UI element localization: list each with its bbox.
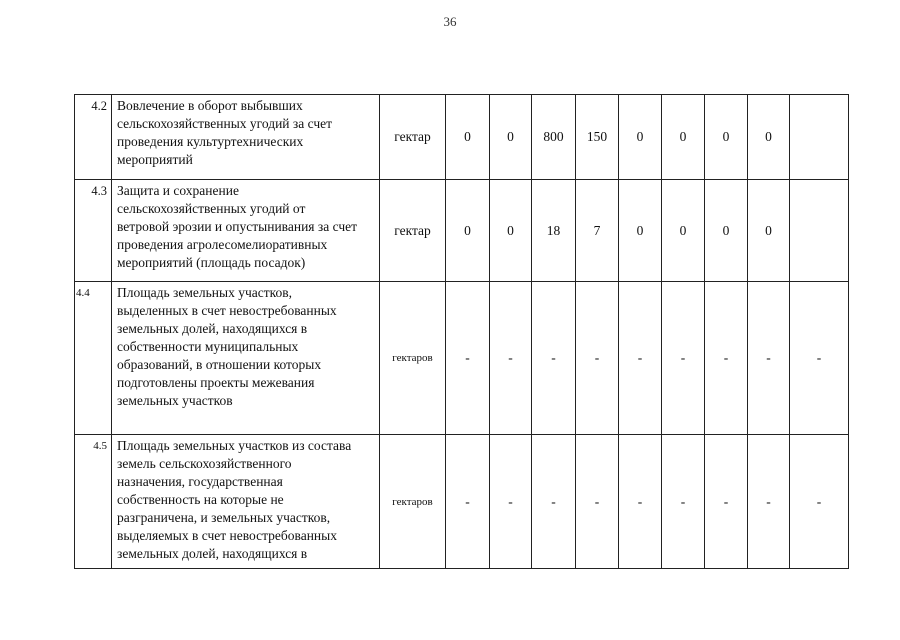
value-cell: - <box>790 435 849 569</box>
description-line: земельных участков <box>117 393 233 408</box>
description-line: собственности муниципальных <box>117 339 299 354</box>
unit-of-measure: гектар <box>380 180 446 282</box>
table-row <box>75 282 849 435</box>
value-cell: - <box>532 435 576 569</box>
row-number: 4.5 <box>75 435 112 569</box>
value-cell: 0 <box>490 180 532 282</box>
value-cell: - <box>705 435 748 569</box>
value-cell: 150 <box>576 95 619 180</box>
value-cell: - <box>748 435 790 569</box>
value-cell: 0 <box>662 180 705 282</box>
value-cell: - <box>662 435 705 569</box>
value-cell: 0 <box>705 180 748 282</box>
value-cell: - <box>619 435 662 569</box>
unit-of-measure: гектаров <box>380 435 446 569</box>
row-number: 4.3 <box>75 180 112 282</box>
value-cell: 800 <box>532 95 576 180</box>
indicator-description <box>112 180 380 282</box>
value-cell: - <box>446 435 490 569</box>
value-cell: 0 <box>748 180 790 282</box>
value-cell: 7 <box>576 180 619 282</box>
table-row <box>75 95 849 180</box>
description-line: мероприятий <box>117 152 193 167</box>
value-cell: - <box>532 282 576 435</box>
description-line: собственность на которые не <box>117 492 284 507</box>
description-line: Площадь земельных участков из состава <box>117 438 352 453</box>
description-line: проведения культуртехнических <box>117 134 304 149</box>
description-line: разграничена, и земельных участков, <box>117 510 331 525</box>
value-cell: 0 <box>705 95 748 180</box>
description-line: выделяемых в счет невостребованных <box>117 528 337 543</box>
description-line: Защита и сохранение <box>117 183 239 198</box>
description-line: мероприятий (площадь посадок) <box>117 255 306 270</box>
description-line: образований, в отношении которых <box>117 357 322 372</box>
description-line: сельскохозяйственных угодий от <box>117 201 306 216</box>
row-number: 4.4 <box>75 282 112 435</box>
description-line: назначения, государственная <box>117 474 283 489</box>
description-line: Площадь земельных участков, <box>117 285 292 300</box>
value-cell: 0 <box>748 95 790 180</box>
value-cell: - <box>576 282 619 435</box>
unit-of-measure: гектар <box>380 95 446 180</box>
value-cell <box>790 180 849 282</box>
value-cell: - <box>446 282 490 435</box>
value-cell: - <box>490 435 532 569</box>
description-line: проведения агролесомелиоративных <box>117 237 328 252</box>
value-cell: 18 <box>532 180 576 282</box>
table-row <box>75 435 849 569</box>
indicators-table <box>74 94 849 569</box>
indicator-description <box>112 282 380 435</box>
value-cell: - <box>748 282 790 435</box>
description-line: ветровой эрозии и опустынивания за счет <box>117 219 357 234</box>
value-cell: - <box>790 282 849 435</box>
value-cell: 0 <box>619 180 662 282</box>
value-cell: 0 <box>490 95 532 180</box>
value-cell: 0 <box>446 180 490 282</box>
description-line: подготовлены проекты межевания <box>117 375 315 390</box>
indicator-description <box>112 435 380 569</box>
table-row <box>75 180 849 282</box>
value-cell <box>790 95 849 180</box>
value-cell: - <box>490 282 532 435</box>
value-cell: 0 <box>619 95 662 180</box>
description-line: Вовлечение в оборот выбывших <box>117 98 303 113</box>
description-line: земельных долей, находящихся в <box>117 321 308 336</box>
value-cell: 0 <box>446 95 490 180</box>
page-number: 36 <box>443 14 457 29</box>
value-cell: - <box>662 282 705 435</box>
description-line: сельскохозяйственных угодий за счет <box>117 116 333 131</box>
indicator-description <box>112 95 380 180</box>
row-number: 4.2 <box>75 95 112 180</box>
value-cell: - <box>576 435 619 569</box>
unit-of-measure: гектаров <box>380 282 446 435</box>
value-cell: - <box>619 282 662 435</box>
description-line: выделенных в счет невостребованных <box>117 303 337 318</box>
description-line: земельных долей, находящихся в <box>117 546 308 561</box>
value-cell: - <box>705 282 748 435</box>
value-cell: 0 <box>662 95 705 180</box>
description-line: земель сельскохозяйственного <box>117 456 292 471</box>
